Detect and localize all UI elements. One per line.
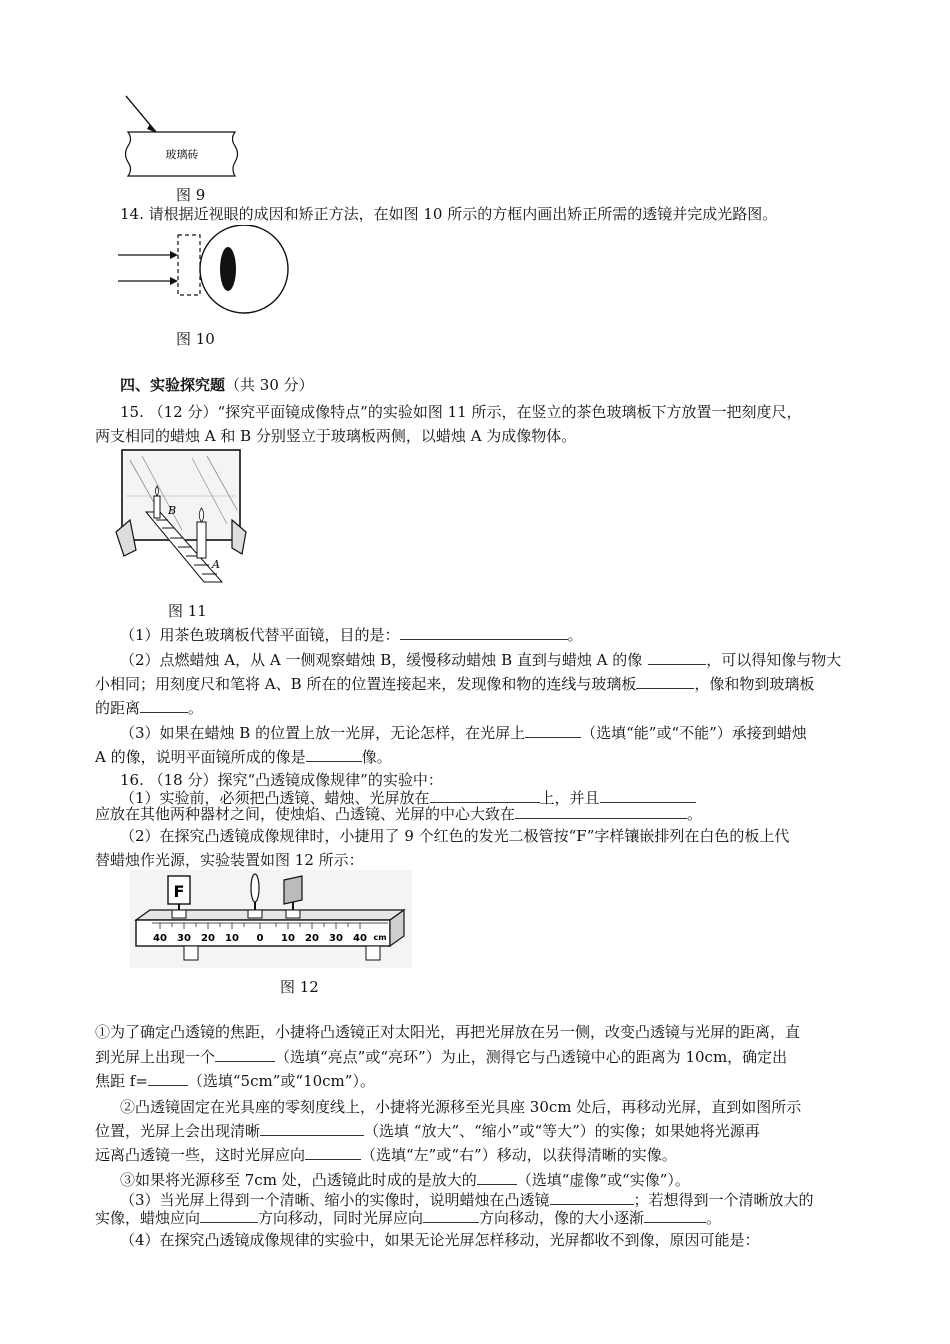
q16-part-1-blank-1[interactable] xyxy=(430,788,540,803)
q16-part-1-prompt-b: 上，并且 xyxy=(539,789,600,807)
q16-part-1-blank-3[interactable] xyxy=(515,804,687,819)
q16-item-3-prompt-a: ③如果将光源移至 7cm 处，凸透镜此时成的是放大的 xyxy=(120,1171,477,1189)
q15-part-1-prompt: （1）用茶色玻璃板代替平面镜，目的是： xyxy=(120,626,400,644)
question-16-item-1-line-2 xyxy=(95,1047,787,1067)
q15-part-2-prompt-d: ，像和物到玻璃板 xyxy=(694,675,815,693)
question-15-part-2-line-2 xyxy=(95,674,814,694)
q16-part-1-prompt-c: 应放在其他两种器材之间，使烛焰、凸透镜、光屏的中心大致在 xyxy=(95,805,516,823)
q15-part-3-blank-2[interactable] xyxy=(306,747,362,762)
scale-label-right-40: 40 xyxy=(353,933,367,944)
q16-item-2-prompt-b: 位置，光屏上会出现清晰 xyxy=(95,1122,261,1140)
q16-part-3-prompt-b: ；若想得到一个清晰放大的 xyxy=(633,1191,814,1209)
q16-item-3-prompt-b: （选填“虚像”或“实像”）。 xyxy=(516,1171,690,1189)
scale-label-right-30: 30 xyxy=(329,933,343,944)
question-16-part-3-line-1 xyxy=(120,1190,814,1210)
q15-part-3-prompt-d: 像。 xyxy=(361,748,392,766)
q15-part-2-prompt-b: ，可以得知像与物大 xyxy=(706,651,842,669)
q15-part-3-blank-1[interactable] xyxy=(525,723,581,738)
light-screen xyxy=(284,876,302,918)
q16-part-3-blank-3[interactable] xyxy=(423,1208,479,1223)
q16-item-2-blank-2[interactable] xyxy=(305,1145,361,1160)
question-16-item-3 xyxy=(120,1170,690,1190)
scale-label-left-30: 30 xyxy=(177,933,191,944)
figure-11-caption: 图 11 xyxy=(168,602,207,620)
q16-item-1-prompt-b: 到光屏上出现一个 xyxy=(95,1048,216,1066)
question-15-part-3-line-1 xyxy=(120,723,807,743)
section-4-title: 四、实验探究题 xyxy=(120,376,226,394)
question-15-intro-2: 两支相同的蜡烛 A 和 B 分别竖立于玻璃板两侧，以蜡烛 A 为成像物体。 xyxy=(95,427,577,445)
q16-part-3-blank-2[interactable] xyxy=(200,1208,258,1223)
q16-part-1-prompt-a: （1）实验前，必须把凸透镜、蜡烛、光屏放在 xyxy=(120,789,430,807)
question-16-intro: 16. （18 分）探究“凸透镜成像规律”的实验中： xyxy=(120,771,443,789)
scale-label-left-40: 40 xyxy=(153,933,167,944)
question-16-part-1-line-2 xyxy=(95,804,702,824)
q15-part-2-blank-3[interactable] xyxy=(140,698,188,713)
question-16-part-2-line-2: 替蜡烛作光源，实验装置如图 12 所示： xyxy=(95,851,364,869)
q16-part-1-prompt-d: 。 xyxy=(687,805,703,823)
scale-label-left-20: 20 xyxy=(201,933,215,944)
q16-item-2-prompt-c: （选填 “放大”、“缩小”或“等大”）的实像；如果她将光源再 xyxy=(364,1122,760,1140)
figure-12-optical-bench xyxy=(130,870,412,968)
question-16-item-1-line-1: ①为了确定凸透镜的焦距，小捷将凸透镜正对太阳光，再把光屏放在另一侧，改变凸透镜与光屏的距离，直 xyxy=(95,1023,801,1041)
question-16-part-4: （4）在探究凸透镜成像规律的实验中，如果无论光屏怎样移动，光屏都收不到像，原因可能是： xyxy=(120,1231,760,1249)
q15-part-3-prompt-b: （选填“能”或“不能”）承接到蜡烛 xyxy=(581,724,807,742)
candle-a-label: A xyxy=(212,558,220,571)
question-15-part-2-line-1 xyxy=(120,650,841,670)
section-4-heading xyxy=(120,375,314,395)
figure-11-plane-mirror-setup xyxy=(112,446,257,591)
q15-part-2-prompt-f: 。 xyxy=(188,699,204,717)
scale-label-zero: 0 xyxy=(256,933,264,944)
q16-item-1-prompt-c: （选填“亮点”或“亮环”）为止，测得它与凸透镜中心的距离为 10cm，确定出 xyxy=(275,1048,788,1066)
question-14-text: 14. 请根据近视眼的成因和矫正方法，在如图 10 所示的方框内画出矫正所需的透镜并完成光路图。 xyxy=(120,205,778,223)
q16-item-1-prompt-e: （选填“5cm”或“10cm”）。 xyxy=(187,1072,375,1090)
question-15-part-2-line-3 xyxy=(95,698,203,718)
q15-part-3-prompt-c: A 的像，说明平面镜所成的像是 xyxy=(95,748,306,766)
scale-label-right-20: 20 xyxy=(305,933,319,944)
question-16-part-3-line-2 xyxy=(95,1208,721,1228)
q16-item-2-prompt-d: 远离凸透镜一些，这时光屏应向 xyxy=(95,1146,306,1164)
question-16-item-2-line-2 xyxy=(95,1121,760,1141)
q16-part-3-prompt-e: 方向移动，像的大小逐渐 xyxy=(479,1209,645,1227)
question-16-part-2-line-1: （2）在探究凸透镜成像规律时，小捷用了 9 个红色的发光二极管按“F”字样镶嵌排列在白色的板上代 xyxy=(120,827,790,845)
question-16-item-1-line-3 xyxy=(95,1071,375,1091)
figure-10-myopia-eye xyxy=(112,225,297,335)
q16-item-1-blank-1[interactable] xyxy=(215,1047,275,1062)
question-15-part-1 xyxy=(120,625,583,645)
section-4-points: （共 30 分） xyxy=(225,376,314,394)
question-16-item-2-line-3 xyxy=(95,1145,677,1165)
q16-part-3-blank-1[interactable] xyxy=(550,1190,634,1205)
q16-item-1-blank-2[interactable] xyxy=(148,1071,188,1086)
q16-item-2-blank-1[interactable] xyxy=(260,1121,364,1136)
light-source-letter: F xyxy=(173,882,185,901)
q16-part-3-prompt-d: 方向移动，同时光屏应向 xyxy=(258,1209,424,1227)
q15-part-2-blank-1[interactable] xyxy=(648,650,706,665)
q16-part-1-blank-2[interactable] xyxy=(600,788,696,803)
question-15-part-3-line-2 xyxy=(95,747,392,767)
scale-label-right-10: 10 xyxy=(281,933,295,944)
q16-item-2-prompt-e: （选填“左”或“右”）移动，以获得清晰的实像。 xyxy=(361,1146,677,1164)
q16-part-3-prompt-a: （3）当光屏上得到一个清晰、缩小的实像时，说明蜡烛在凸透镜 xyxy=(120,1191,550,1209)
q16-item-3-blank[interactable] xyxy=(477,1170,517,1185)
question-15-intro-1: 15. （12 分）“探究平面镜成像特点”的实验如图 11 所示，在竖立的茶色玻璃板下方放置一把刻度尺， xyxy=(120,403,802,421)
figure-12-caption: 图 12 xyxy=(280,978,319,996)
question-16-item-2-line-1: ②凸透镜固定在光具座的零刻度线上，小捷将光源移至光具座 30cm 处后，再移动光屏，直到如图所示 xyxy=(120,1098,802,1116)
candle-b-label: B xyxy=(168,504,177,517)
glass-brick-label: 玻璃砖 xyxy=(165,148,199,161)
figure-9-glass-brick xyxy=(110,92,245,177)
scale-label-left-10: 10 xyxy=(225,933,239,944)
q15-part-2-prompt-e: 的距离 xyxy=(95,699,141,717)
q15-part-1-answer-blank[interactable] xyxy=(400,625,568,640)
figure-9-caption: 图 9 xyxy=(176,186,206,204)
q15-part-2-prompt-c: 小相同；用刻度尺和笔将 A、B 所在的位置连接起来，发现像和物的连线与玻璃板 xyxy=(95,675,637,693)
scale-unit-label: cm xyxy=(373,933,387,942)
q16-part-3-prompt-c: 实像，蜡烛应向 xyxy=(95,1209,201,1227)
q15-part-3-prompt-a: （3）如果在蜡烛 B 的位置上放一光屏，无论怎样，在光屏上 xyxy=(120,724,526,742)
q15-part-1-end: 。 xyxy=(567,626,583,644)
figure-10-caption: 图 10 xyxy=(176,330,215,348)
q16-item-1-prompt-d: 焦距 f= xyxy=(95,1072,148,1090)
q16-part-3-blank-4[interactable] xyxy=(644,1208,706,1223)
q16-part-3-prompt-f: 。 xyxy=(706,1209,722,1227)
q15-part-2-prompt-a: （2）点燃蜡烛 A，从 A 一侧观察蜡烛 B，缓慢移动蜡烛 B 直到与蜡烛 A 的像 xyxy=(120,651,643,669)
q15-part-2-blank-2[interactable] xyxy=(636,674,694,689)
